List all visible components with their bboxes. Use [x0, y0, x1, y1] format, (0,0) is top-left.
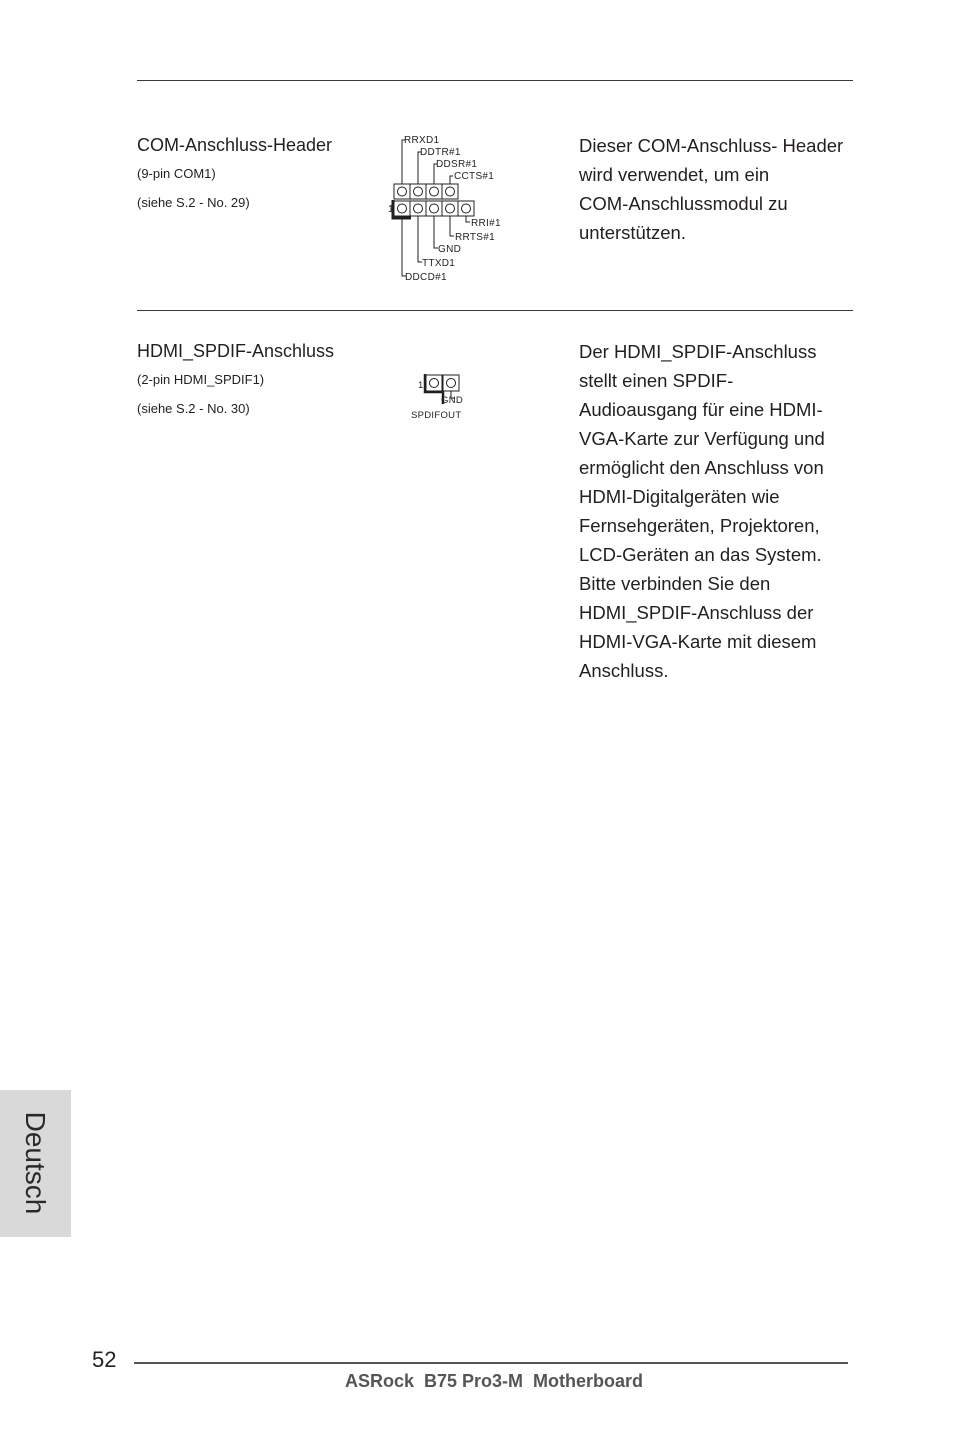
- section-divider: [137, 310, 853, 311]
- hdmi-desc-line: HDMI_SPDIF-Anschluss der: [579, 602, 814, 623]
- com-desc-line: COM-Anschlussmodul zu: [579, 193, 788, 214]
- com-label-ddsr1: DDSR#1: [436, 159, 478, 170]
- hdmi-desc-line: HDMI-Digitalgeräten wie: [579, 486, 780, 507]
- hdmi-section-reference: (siehe S.2 - No. 30): [137, 401, 250, 416]
- hdmi-section-pin-info: (2-pin HDMI_SPDIF1): [137, 372, 265, 387]
- hdmi-pin1-label: 1: [418, 380, 424, 391]
- hdmi-desc-line: VGA-Karte zur Verfügung und: [579, 428, 825, 449]
- language-side-tab: [0, 1090, 71, 1237]
- com-label-rri1: RRI#1: [471, 218, 501, 229]
- hdmi-desc-line: stellt einen SPDIF-: [579, 370, 734, 391]
- com-desc-line: unterstützen.: [579, 222, 686, 243]
- footer-product-name: ASRock B75 Pro3-M Motherboard: [345, 1371, 644, 1391]
- hdmi-section-description: [579, 337, 859, 685]
- hdmi-desc-line: Fernsehgeräten, Projektoren,: [579, 515, 820, 536]
- top-divider: [137, 80, 853, 81]
- com-section-title: COM-Anschluss-Header: [137, 135, 333, 155]
- com-desc-line: Dieser COM-Anschluss- Header: [579, 135, 844, 156]
- com-section-pin-info: (9-pin COM1): [137, 166, 216, 181]
- hdmi-section-title: HDMI_SPDIF-Anschluss: [137, 341, 335, 361]
- hdmi-desc-line: Anschluss.: [579, 660, 669, 681]
- hdmi-label-spdifout: SPDIFOUT: [411, 410, 462, 418]
- hdmi-label-gnd: GND: [441, 395, 464, 406]
- hdmi-spdif-diagram: [405, 370, 480, 418]
- com-header-diagram: [380, 130, 520, 285]
- com-label-ddtr1: DDTR#1: [420, 147, 461, 158]
- com-pin1-label: 1: [388, 204, 394, 215]
- com-label-gnd: GND: [438, 244, 462, 255]
- language-tab-label: Deutsch: [20, 1111, 51, 1215]
- com-label-ddcd1: DDCD#1: [405, 272, 447, 283]
- com-label-ccts1: CCTS#1: [454, 171, 495, 182]
- footer-divider: [134, 1362, 848, 1364]
- hdmi-desc-line: Audioausgang für eine HDMI-: [579, 399, 823, 420]
- hdmi-desc-line: LCD-Geräten an das System.: [579, 544, 822, 565]
- com-label-rrts1: RRTS#1: [455, 232, 495, 243]
- hdmi-desc-line: Der HDMI_SPDIF-Anschluss: [579, 341, 817, 362]
- com-desc-line: wird verwendet, um ein: [579, 164, 770, 185]
- com-section-reference: (siehe S.2 - No. 29): [137, 195, 250, 210]
- hdmi-desc-line: Bitte verbinden Sie den: [579, 573, 771, 594]
- com-section-description: [579, 131, 859, 247]
- com-label-ttxd1: TTXD1: [422, 258, 456, 269]
- hdmi-desc-line: ermöglicht den Anschluss von: [579, 457, 824, 478]
- com-label-rrxd1: RRXD1: [404, 135, 440, 146]
- page-number: 52: [92, 1347, 117, 1372]
- hdmi-desc-line: HDMI-VGA-Karte mit diesem: [579, 631, 817, 652]
